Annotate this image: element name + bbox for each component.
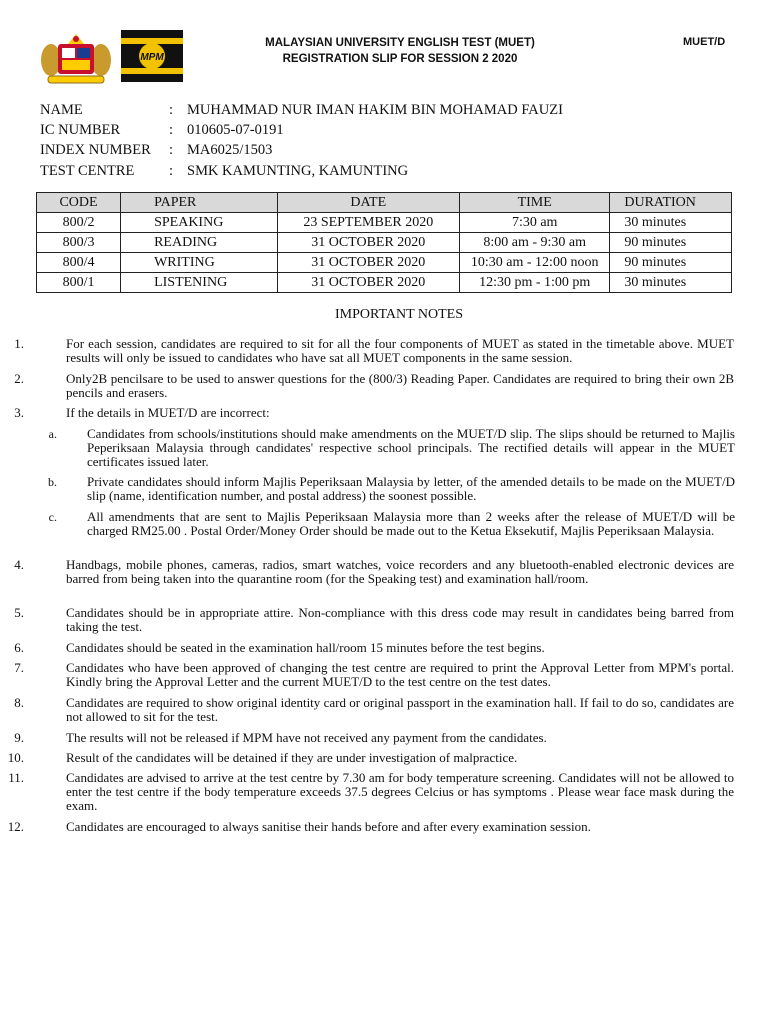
note-number: 1. [14, 336, 24, 351]
note-text: Candidates should be in appropriate attire. Non-compliance with this dress code may result in candidates being barred from taking the test. [66, 605, 734, 634]
mpm-logo-text: MPM [140, 52, 164, 63]
info-label: TEST CENTRE [40, 163, 135, 179]
header-paper: PAPER [121, 193, 277, 213]
cell-paper: LISTENING [121, 273, 277, 293]
note-text: Only2B pencilsare to be used to answer questions for the (800/3) Reading Paper. Candidates are required to bring their own 2B pencils and erasers. [66, 371, 734, 400]
note-text: Candidates who have been approved of changing the test centre are required to print the Approval Letter from MPM's portal. Kindly bring the Approval Letter and the current MUET/D to the test centre on the test dates. [66, 660, 734, 689]
info-colon: : [169, 163, 174, 179]
cell-date: 31 OCTOBER 2020 [277, 253, 460, 273]
cell-duration: 90 minutes [610, 253, 732, 273]
cell-code: 800/2 [37, 213, 121, 233]
note-text: Handbags, mobile phones, cameras, radios, smart watches, voice recorders and any bluetooth-enabled electronic devices are barred from being taken into the quarantine room (for the Speaking test) and examination hall/room. [66, 557, 734, 586]
cell-code: 800/1 [37, 273, 121, 293]
mpm-logo [121, 30, 183, 82]
note-text: Candidates are required to show original identity card or original passport in the examination hall. If fail to do so, candidates are not allowed to sit for the test. [66, 695, 734, 724]
note-number: 7. [14, 660, 24, 675]
info-label: INDEX NUMBER [40, 142, 151, 158]
timetable [36, 192, 732, 293]
note-number: 6. [14, 640, 24, 655]
cell-date: 23 SEPTEMBER 2020 [277, 213, 460, 233]
note-number: 10. [7, 750, 24, 765]
info-label: NAME [40, 102, 83, 118]
info-colon: : [169, 142, 174, 158]
malaysia-coat-of-arms-logo [38, 30, 114, 86]
note-text: Candidates are encouraged to always sanitise their hands before and after every examination session. [66, 819, 591, 834]
header-duration: DURATION [610, 193, 732, 213]
timetable-header-row [37, 193, 732, 213]
header-date: DATE [277, 193, 460, 213]
cell-date: 31 OCTOBER 2020 [277, 273, 460, 293]
cell-date: 31 OCTOBER 2020 [277, 233, 460, 253]
cell-code: 800/3 [37, 233, 121, 253]
cell-duration: 30 minutes [610, 213, 732, 233]
cell-paper: READING [121, 233, 277, 253]
note-text: If the details in MUET/D are incorrect: [66, 405, 270, 420]
document-title: MALAYSIAN UNIVERSITY ENGLISH TEST (MUET) [265, 37, 535, 49]
table-row [37, 273, 732, 293]
note-text: All amendments that are sent to Majlis Peperiksaan Malaysia more than 2 weeks after the release of MUET/D will be charged RM25.00 . Postal Order/Money Order should be made out to the Ketua Eksekutif, Majlis Peperiksaan Malaysia. [87, 509, 735, 538]
document-subtitle: REGISTRATION SLIP FOR SESSION 2 2020 [282, 53, 518, 65]
form-code: MUET/D [683, 36, 726, 48]
note-text: Candidates should be seated in the examination hall/room 15 minutes before the test begins. [66, 640, 545, 655]
note-text: Private candidates should inform Majlis Peperiksaan Malaysia by letter, of the amended details to be made on the MUET/D slip (name, identification number, and postal address) the soonest possible. [87, 474, 735, 503]
note-number: 4. [14, 557, 24, 572]
note-number: 8. [14, 695, 24, 710]
note-number: 11. [8, 770, 24, 785]
cell-time: 10:30 am - 12:00 noon [460, 253, 610, 273]
cell-duration: 90 minutes [610, 233, 732, 253]
table-row [37, 213, 732, 233]
note-number: 12. [7, 819, 24, 834]
note-number: 5. [14, 605, 24, 620]
note-number: 2. [14, 371, 24, 386]
header-code: CODE [37, 193, 121, 213]
note-text: Candidates from schools/institutions should make amendments on the MUET/D slip. The slips should be returned to Majlis Peperiksaan Malaysia through candidates' respective school principals. The rectified details will appear in the MUET certificates issued later. [87, 426, 735, 469]
cell-time: 7:30 am [460, 213, 610, 233]
info-value: MUHAMMAD NUR IMAN HAKIM BIN MOHAMAD FAUZI [187, 102, 563, 118]
note-text: Result of the candidates will be detained if they are under investigation of malpractice. [66, 750, 518, 765]
cell-code: 800/4 [37, 253, 121, 273]
cell-time: 12:30 pm - 1:00 pm [460, 273, 610, 293]
note-text: For each session, candidates are required to sit for all the four components of MUET as stated in the timetable above. MUET results will only be issued to candidates who have sat all MUET components in the same session. [66, 336, 734, 365]
notes-title: IMPORTANT NOTES [334, 307, 464, 322]
info-value: 010605-07-0191 [187, 122, 284, 138]
note-number: 3. [14, 405, 24, 420]
info-label: IC NUMBER [40, 122, 121, 138]
header-time: TIME [460, 193, 610, 213]
cell-paper: WRITING [121, 253, 277, 273]
note-text: The results will not be released if MPM have not received any payment from the candidates. [66, 730, 547, 745]
info-colon: : [169, 122, 174, 138]
info-value: SMK KAMUNTING, KAMUNTING [187, 163, 409, 179]
note-subitem-letter: a. [48, 427, 57, 441]
note-number: 9. [14, 730, 24, 745]
table-row [37, 253, 732, 273]
note-text: Candidates are advised to arrive at the test centre by 7.30 am for body temperature screening. Candidates will not be allowed to enter the test centre if the body temperature exceeds 37.5 degrees Celcius or has symptoms . Please wear face mask during the exam. [66, 770, 734, 813]
info-colon: : [169, 102, 174, 118]
cell-duration: 30 minutes [610, 273, 732, 293]
note-subitem-letter: b. [48, 475, 57, 489]
note-subitem-letter: c. [48, 510, 57, 524]
table-row [37, 233, 732, 253]
info-value: MA6025/1503 [187, 142, 273, 158]
cell-time: 8:00 am - 9:30 am [460, 233, 610, 253]
cell-paper: SPEAKING [121, 213, 277, 233]
